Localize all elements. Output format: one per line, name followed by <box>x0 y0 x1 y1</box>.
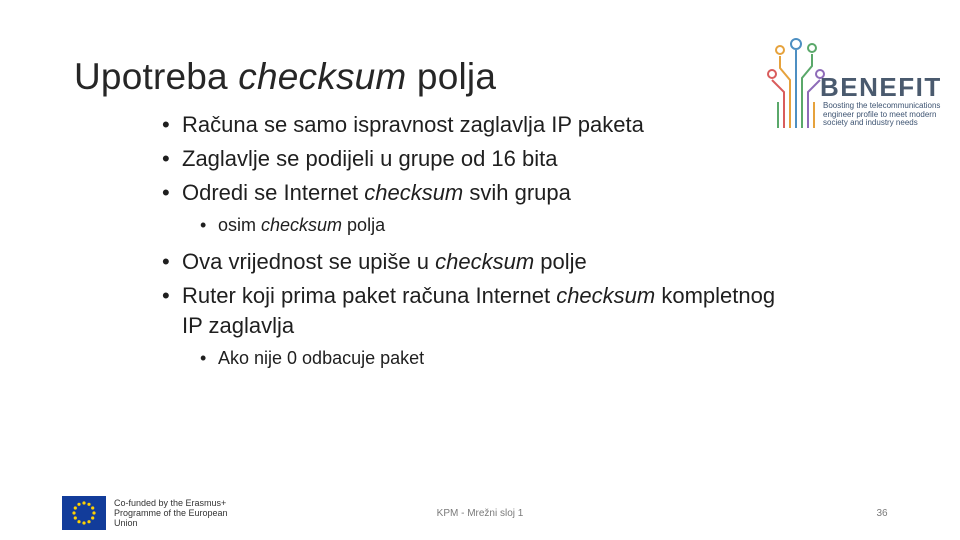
sub-bullet-5-text: Ako nije 0 odbacuje paket <box>218 348 425 368</box>
title-italic: checksum <box>238 56 407 97</box>
bullet-1 <box>158 110 778 140</box>
logo-tagline: Boosting the telecommunications engineer profile to meet modern society and industry needs <box>823 101 941 127</box>
logo-brand: BENEFIT <box>820 72 942 102</box>
bullet-1-text: Računa se samo ispravnost zaglavlja IP paketa <box>182 112 644 137</box>
slide-number: 36 <box>876 508 888 519</box>
bullet-5 <box>158 281 778 341</box>
sub-bullet-3-italic: checksum <box>261 215 343 235</box>
bullet-list <box>158 110 778 380</box>
title-part2: polja <box>406 56 497 97</box>
sub-bullet-3-pre: osim <box>218 215 262 235</box>
eu-cofunded-logo <box>62 496 234 534</box>
bullet-3 <box>158 178 778 208</box>
bullet-5-post: kompletnog IP zaglavlja <box>182 283 776 338</box>
sub-bullet-3 <box>198 212 778 238</box>
bullet-4-pre: Ova vrijednost se upiše u <box>182 249 436 274</box>
eu-flag-icon <box>62 496 106 530</box>
footer-course-label: KPM - Mrežni sloj 1 <box>436 508 524 519</box>
bullet-3-post: svih grupa <box>463 180 571 205</box>
bullet-5-italic: checksum <box>556 283 656 308</box>
bullet-4-italic: checksum <box>435 249 535 274</box>
bullet-3-italic: checksum <box>364 180 464 205</box>
sub-bullet-3-post: polja <box>342 215 386 235</box>
bullet-4-post: polje <box>534 249 587 274</box>
title-part1: Upotreba <box>74 56 239 97</box>
bullet-2-text: Zaglavlje se podijeli u grupe od 16 bita <box>182 146 558 171</box>
eu-stars-icon <box>62 496 106 530</box>
bullet-2 <box>158 144 778 174</box>
bullet-5-pre: Ruter koji prima paket računa Internet <box>182 283 557 308</box>
bullet-4 <box>158 247 778 277</box>
bullet-3-pre: Odredi se Internet <box>182 180 365 205</box>
slide-title <box>74 56 496 98</box>
benefit-logo <box>766 30 944 132</box>
sub-bullet-5 <box>198 345 778 371</box>
eu-cofunded-text: Co-funded by the Erasmus+ Programme of the European Union <box>114 498 228 528</box>
